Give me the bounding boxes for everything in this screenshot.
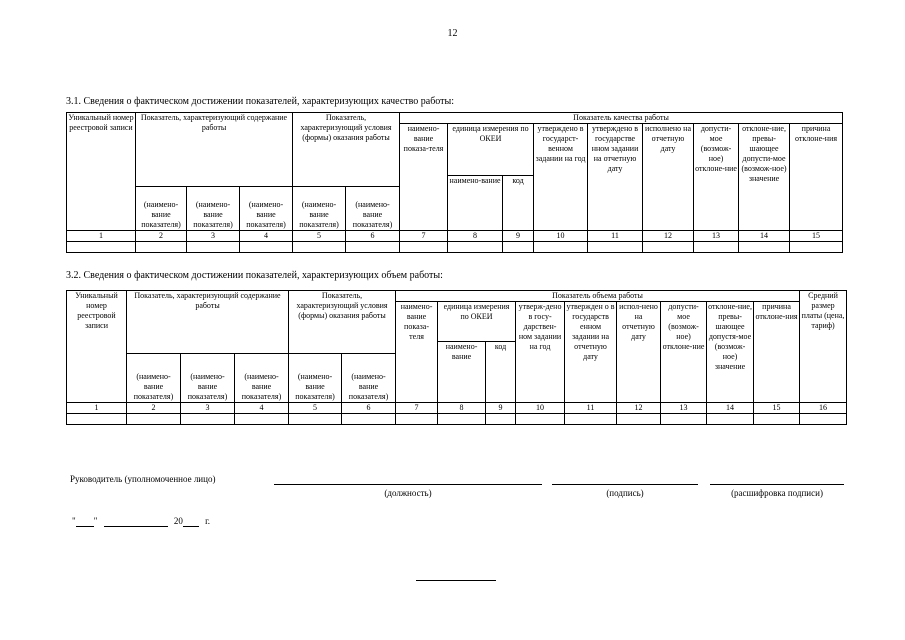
indicator-name-cell: (наимено-вание показателя) [235, 354, 289, 403]
column-number: 16 [800, 403, 847, 414]
column-number: 5 [293, 231, 346, 242]
column-number: 12 [617, 403, 661, 414]
column-number: 10 [516, 403, 565, 414]
header-approved-date: утверждено в государстве нном задании на отчетную дату [588, 124, 643, 231]
column-number: 1 [67, 403, 127, 414]
header-conditions: Показатель, характеризующий условия (формы) оказания работы [289, 291, 396, 354]
indicator-name-cell: (наимено-вание показателя) [346, 187, 400, 231]
header-average-price: Средний размер платы (цена, тариф) [800, 291, 847, 403]
header-unit-code: код [503, 176, 534, 231]
header-content: Показатель, характеризующий содержание работы [136, 113, 293, 187]
column-number: 14 [739, 231, 790, 242]
month-blank[interactable] [104, 516, 168, 527]
column-number: 6 [342, 403, 396, 414]
column-number: 3 [181, 403, 235, 414]
data-row [67, 242, 843, 253]
header-executed: исполнено на отчетную дату [643, 124, 694, 231]
column-number: 13 [661, 403, 707, 414]
header-content: Показатель, характеризующий содержание работы [127, 291, 289, 354]
header-unit-name: наимено-вание [438, 342, 486, 403]
header-unit-code: код [486, 342, 516, 403]
date-quote-close: " [93, 516, 98, 526]
column-number: 2 [127, 403, 181, 414]
section2-title: 3.2. Сведения о фактическом достижении показателей, характеризующих объем работы: [66, 270, 443, 281]
header-exceeding-deviation: отклоне-ние, превы-шающее допусти-мое (возмож-ное) значение [739, 124, 790, 231]
header-approved-date: утвержден о в государств енном задании на отчетную дату [565, 302, 617, 403]
indicator-name-cell: (наимено-вание показателя) [342, 354, 396, 403]
column-number: 5 [289, 403, 342, 414]
header-unit-name: наимено-вание [448, 176, 503, 231]
indicator-name-cell: (наимено-вание показателя) [127, 354, 181, 403]
decode-line[interactable] [710, 484, 844, 485]
column-number: 7 [400, 231, 448, 242]
indicator-name-cell: (наимено-вание показателя) [187, 187, 240, 231]
quality-table [66, 112, 843, 253]
column-number: 13 [694, 231, 739, 242]
signature-caption: (подпись) [606, 488, 644, 498]
column-number: 7 [396, 403, 438, 414]
header-unit: единица измерения по ОКЕИ [438, 302, 516, 342]
position-line[interactable] [274, 484, 542, 485]
column-number: 11 [565, 403, 617, 414]
column-number: 1 [67, 231, 136, 242]
column-number: 9 [503, 231, 534, 242]
indicator-name-cell: (наимено-вание показателя) [289, 354, 342, 403]
header-unit: единица измерения по ОКЕИ [448, 124, 534, 176]
header-deviation-reason: причина отклоне-ния [790, 124, 843, 231]
column-number: 8 [438, 403, 486, 414]
page-number: 12 [447, 28, 458, 39]
date-quote-open: " [72, 516, 76, 526]
date-line [72, 516, 210, 527]
header-allowed-deviation: допусти-мое (возмож-ное) отклоне-ние [694, 124, 739, 231]
data-row [67, 414, 847, 425]
header-deviation-reason: причина отклоне-ния [754, 302, 800, 403]
indicator-name-cell: (наимено-вание показателя) [240, 187, 293, 231]
column-number: 15 [754, 403, 800, 414]
indicator-name-cell: (наимено-вание показателя) [136, 187, 187, 231]
footnote-separator [416, 580, 496, 581]
section1-title: 3.1. Сведения о фактическом достижении показателей, характеризующих качество работы: [66, 96, 455, 107]
column-number: 10 [534, 231, 588, 242]
header-indicator-name: наимено-вание показа-теля [396, 302, 438, 403]
header-conditions: Показатель, характеризующий условия (формы) оказания работы [293, 113, 400, 187]
year-suffix: г. [205, 516, 211, 526]
signature-line[interactable] [552, 484, 698, 485]
column-number: 4 [235, 403, 289, 414]
column-number: 6 [346, 231, 400, 242]
header-approved-year: утверж-дено в госу-дарствен-ном задании на год [516, 302, 565, 403]
header-executed: испол-нено на отчетную дату [617, 302, 661, 403]
header-unique-number: Уникальный номер реестровой записи [67, 291, 127, 403]
head-label: Руководитель (уполномоченное лицо) [70, 474, 216, 484]
year-blank[interactable] [183, 516, 199, 527]
column-number: 15 [790, 231, 843, 242]
header-approved-year: утверждено в государст-венном задании на год [534, 124, 588, 231]
position-caption: (должность) [384, 488, 432, 498]
column-number: 2 [136, 231, 187, 242]
header-allowed-deviation: допусти-мое (возмож-ное) отклоне-ние [661, 302, 707, 403]
day-blank[interactable] [76, 516, 94, 527]
header-exceeding-deviation: отклоне-ние, превы-шающее допустя-мое (возмож-ное) значение [707, 302, 754, 403]
indicator-name-cell: (наимено-вание показателя) [181, 354, 235, 403]
header-indicator-name: наимено-вание показа-теля [400, 124, 448, 231]
column-number: 14 [707, 403, 754, 414]
column-number: 11 [588, 231, 643, 242]
indicator-name-cell: (наимено-вание показателя) [293, 187, 346, 231]
header-unique-number: Уникальный номер реестровой записи [67, 113, 136, 231]
column-number: 9 [486, 403, 516, 414]
year-prefix: 20 [173, 516, 183, 526]
volume-table [66, 290, 847, 425]
column-number: 4 [240, 231, 293, 242]
header-quality-group: Показатель качества работы [400, 113, 843, 124]
column-number: 12 [643, 231, 694, 242]
column-number: 3 [187, 231, 240, 242]
decode-caption: (расшифровка подписи) [731, 488, 823, 498]
column-number: 8 [448, 231, 503, 242]
header-volume-group: Показатель объема работы [396, 291, 800, 302]
